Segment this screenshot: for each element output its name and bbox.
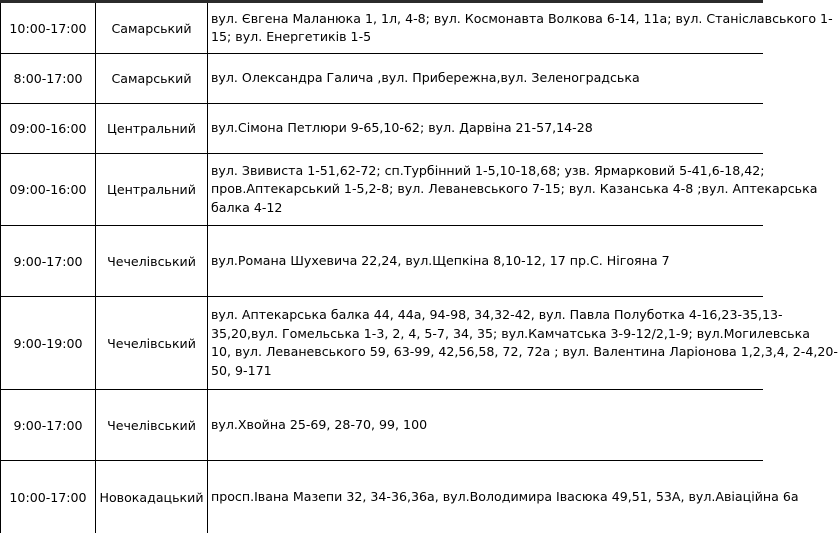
address-cell <box>208 390 768 460</box>
district-cell <box>96 154 208 225</box>
table-row <box>0 297 838 390</box>
time-cell <box>0 54 96 103</box>
address-cell <box>208 54 768 103</box>
district-text: Новокадацький <box>99 489 204 505</box>
address-cell <box>208 104 768 153</box>
address-text <box>211 10 833 47</box>
time-text: 9:00-17:00 <box>13 417 83 433</box>
district-cell <box>96 3 208 53</box>
address-cell <box>208 297 838 389</box>
district-text: Чечелівський <box>107 417 196 433</box>
address-line: 15; вул. Енергетиків 1-5 <box>211 29 372 44</box>
address-line: вул. Аптекарська балка 44, 44а, 94-98, 34,32-42, вул. Павла Полуботка 4-16,23-35,13- <box>211 307 783 322</box>
time-cell <box>0 390 96 460</box>
district-text: Самарський <box>111 20 192 36</box>
time-text: 8:00-17:00 <box>13 71 83 86</box>
district-cell <box>96 104 208 153</box>
address-text <box>211 252 670 271</box>
address-cell <box>208 461 799 533</box>
district-cell <box>96 390 208 460</box>
district-text: Самарський <box>111 71 192 86</box>
table-row <box>0 3 833 54</box>
address-line: балка 4-12 <box>211 199 283 215</box>
address-line: пров.Аптекарський 1-5,2-8; вул. Леваневського 7-15; вул. Казанська 4-8 ;вул. Аптекарська <box>211 181 818 197</box>
table-row <box>0 54 763 104</box>
district-text: Чечелівський <box>107 335 196 351</box>
address-text <box>211 306 838 380</box>
time-text: 09:00-16:00 <box>9 121 87 136</box>
address-line: вул.Романа Шухевича 22,24, вул.Щепкіна 8,10-12, 17 пр.С. Нігояна 7 <box>211 252 670 268</box>
address-line: 10, вул. Леваневського 59, 63-99, 42,56,58, 72, 72а ; вул. Валентина Ларіонова 1,2,3,4, 2-4,20- <box>211 344 838 359</box>
table-row <box>0 226 763 297</box>
time-cell <box>0 461 96 533</box>
table-row <box>0 461 799 533</box>
time-text: 9:00-17:00 <box>13 253 83 269</box>
address-cell <box>208 226 768 296</box>
address-text <box>211 119 593 138</box>
address-line: вул. Звивиста 1-51,62-72; сп.Турбінний 1-5,10-18,68; узв. Ярмарковий 5-41,6-18,42; <box>211 162 765 178</box>
address-line: 35,20,вул. Гомельська 1-3, 2, 4, 5-7, 34, 35; вул.Камчатська 3-9-12/2,1-9; вул.Могилевська <box>211 325 810 341</box>
address-cell <box>208 3 833 53</box>
time-text: 9:00-19:00 <box>13 335 83 351</box>
time-text: 10:00-17:00 <box>9 20 87 36</box>
district-cell <box>96 226 208 296</box>
district-cell <box>96 461 208 533</box>
address-line: вул.Хвойна 25-69, 28-70, 99, 100 <box>211 416 428 432</box>
address-line: 50, 9-171 <box>211 362 272 378</box>
table-row <box>0 154 818 226</box>
district-text: Чечелівський <box>107 253 196 269</box>
time-cell <box>0 154 96 225</box>
table-row <box>0 390 763 461</box>
address-line: вул. Євгена Маланюка 1, 1л, 4-8; вул. Космонавта Волкова 6-14, 11а; вул. Станіславського 1- <box>211 10 833 26</box>
district-text: Центральний <box>107 182 196 197</box>
district-cell <box>96 297 208 389</box>
time-cell <box>0 3 96 53</box>
district-cell <box>96 54 208 103</box>
address-line: вул. Олександра Галича ,вул. Прибережна,вул. Зеленоградська <box>211 70 640 86</box>
time-text: 09:00-16:00 <box>9 182 87 197</box>
address-text <box>211 416 427 435</box>
address-line: вул.Сімона Петлюри 9-65,10-62; вул. Дарвіна 21-57,14-28 <box>211 120 593 136</box>
address-text <box>211 162 817 218</box>
table-row <box>0 104 763 154</box>
time-cell <box>0 297 96 389</box>
time-cell <box>0 104 96 153</box>
address-cell <box>208 154 818 225</box>
time-cell <box>0 226 96 296</box>
address-line: просп.Івана Мазепи 32, 34-36,36а, вул.Володимира Івасюка 49,51, 53А, вул.Авіаційна 6а <box>211 488 799 504</box>
address-text <box>211 69 640 88</box>
district-text: Центральний <box>107 121 196 136</box>
address-text <box>211 488 799 507</box>
time-text: 10:00-17:00 <box>9 489 87 505</box>
